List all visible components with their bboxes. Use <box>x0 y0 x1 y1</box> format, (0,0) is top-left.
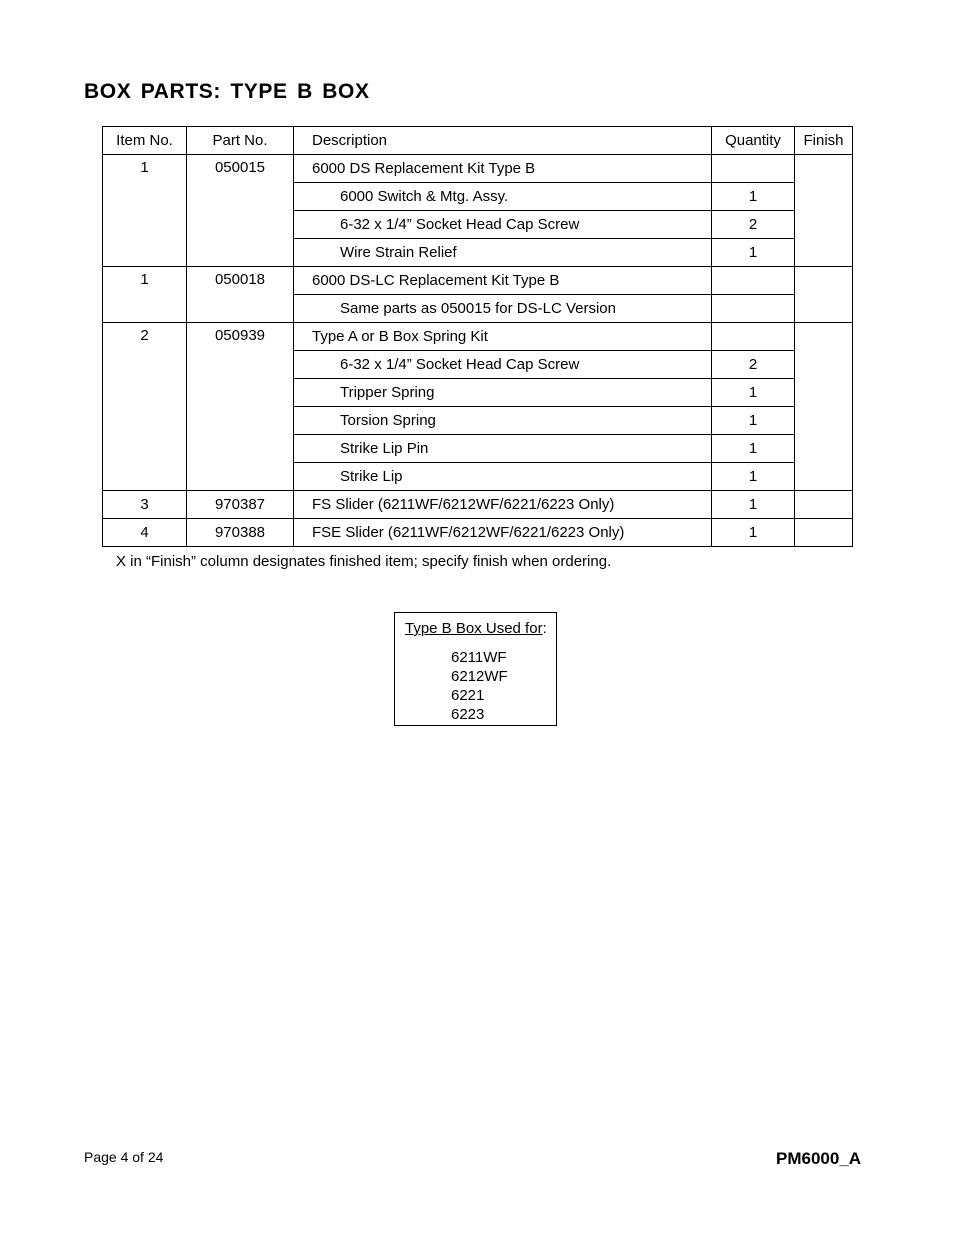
table-row <box>103 323 853 351</box>
item-no-cell: 1 <box>103 155 187 267</box>
quantity-cell: 1 <box>712 435 795 463</box>
part-no-cell: 050018 <box>187 267 294 323</box>
header-item-no: Item No. <box>103 127 187 155</box>
quantity-cell <box>712 267 795 295</box>
finish-cell <box>795 155 853 267</box>
used-for-heading-text: Type B Box Used for <box>405 620 543 637</box>
quantity-cell <box>712 155 795 183</box>
quantity-cell: 1 <box>712 519 795 547</box>
finish-cell <box>795 519 853 547</box>
description-cell: FSE Slider (6211WF/6212WF/6221/6223 Only) <box>294 519 712 547</box>
header-part-no: Part No. <box>187 127 294 155</box>
description-cell: Wire Strain Relief <box>294 239 712 267</box>
description-cell: 6-32 x 1/4” Socket Head Cap Screw <box>294 211 712 239</box>
description-cell: 6000 DS-LC Replacement Kit Type B <box>294 267 712 295</box>
page-title: BOX PARTS: TYPE B BOX <box>84 80 370 103</box>
used-for-heading <box>405 620 547 637</box>
quantity-cell: 1 <box>712 491 795 519</box>
table-header-row <box>103 127 853 155</box>
quantity-cell <box>712 323 795 351</box>
description-cell: Type A or B Box Spring Kit <box>294 323 712 351</box>
description-cell: 6000 Switch & Mtg. Assy. <box>294 183 712 211</box>
header-finish: Finish <box>795 127 853 155</box>
description-cell: Torsion Spring <box>294 407 712 435</box>
part-no-cell: 970387 <box>187 491 294 519</box>
description-cell: 6000 DS Replacement Kit Type B <box>294 155 712 183</box>
item-no-cell: 2 <box>103 323 187 491</box>
table-row <box>103 155 853 183</box>
quantity-cell: 2 <box>712 211 795 239</box>
description-cell: 6-32 x 1/4” Socket Head Cap Screw <box>294 351 712 379</box>
table-row <box>103 519 853 547</box>
model-item: 6223 <box>451 706 485 723</box>
table-row <box>103 491 853 519</box>
quantity-cell: 1 <box>712 239 795 267</box>
quantity-cell: 1 <box>712 407 795 435</box>
finish-cell <box>795 323 853 491</box>
part-no-cell: 970388 <box>187 519 294 547</box>
page-number: Page 4 of 24 <box>84 1149 164 1165</box>
document-id: PM6000_A <box>776 1149 862 1168</box>
description-cell: Tripper Spring <box>294 379 712 407</box>
finish-cell <box>795 491 853 519</box>
model-item: 6211WF <box>451 649 507 666</box>
item-no-cell: 3 <box>103 491 187 519</box>
description-cell: Same parts as 050015 for DS-LC Version <box>294 295 712 323</box>
quantity-cell: 1 <box>712 463 795 491</box>
description-cell: Strike Lip Pin <box>294 435 712 463</box>
quantity-cell: 1 <box>712 183 795 211</box>
model-item: 6212WF <box>451 668 508 685</box>
part-no-cell: 050939 <box>187 323 294 491</box>
model-item: 6221 <box>451 687 485 704</box>
quantity-cell: 1 <box>712 379 795 407</box>
part-no-cell: 050015 <box>187 155 294 267</box>
quantity-cell <box>712 295 795 323</box>
item-no-cell: 4 <box>103 519 187 547</box>
item-no-cell: 1 <box>103 267 187 323</box>
parts-table <box>102 126 853 547</box>
header-description: Description <box>294 127 712 155</box>
header-quantity: Quantity <box>712 127 795 155</box>
description-cell: Strike Lip <box>294 463 712 491</box>
used-for-box <box>394 612 557 726</box>
quantity-cell: 2 <box>712 351 795 379</box>
used-for-heading-colon: : <box>542 620 547 637</box>
description-cell: FS Slider (6211WF/6212WF/6221/6223 Only) <box>294 491 712 519</box>
finish-cell <box>795 267 853 323</box>
used-for-model-list <box>451 648 508 724</box>
table-row <box>103 267 853 295</box>
finish-note: X in “Finish” column designates finished item; specify finish when ordering. <box>116 553 612 570</box>
